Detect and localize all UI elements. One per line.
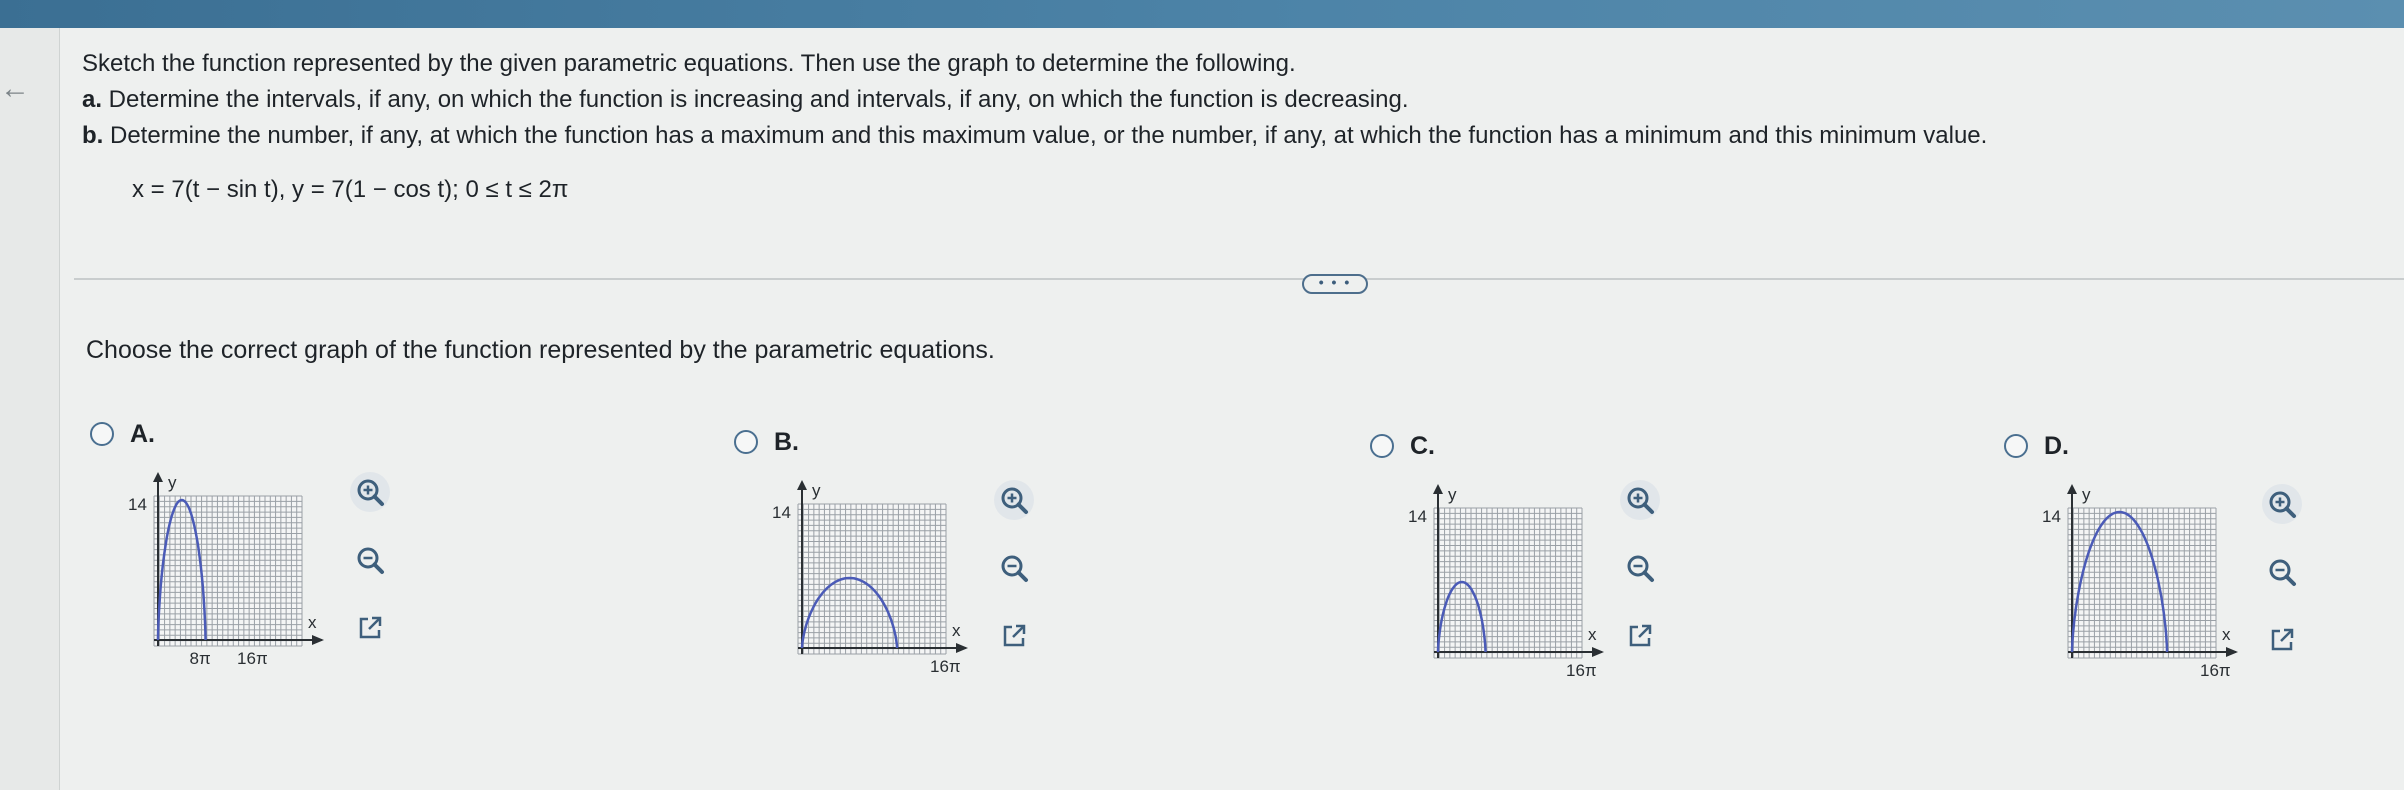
- x-axis-arrow: [1592, 647, 1604, 657]
- section-divider: [74, 278, 2404, 280]
- option-a-zoom-in-icon[interactable]: [350, 472, 390, 512]
- option-b-graph: [770, 474, 990, 684]
- option-a-radio[interactable]: [90, 422, 114, 446]
- question-part-b: [82, 118, 2362, 154]
- y-axis-arrow: [1433, 484, 1443, 494]
- question-text: [82, 46, 2362, 154]
- option-d-zoom-in-icon[interactable]: [2262, 484, 2302, 524]
- x-tick-label: 16π: [237, 649, 268, 668]
- back-arrow-icon[interactable]: ←: [0, 72, 30, 105]
- x-tick-label: 16π: [930, 657, 961, 676]
- option-c-zoom-in-icon[interactable]: [1620, 480, 1660, 520]
- option-a-zoom-out-icon[interactable]: [350, 540, 390, 580]
- x-axis-arrow: [2226, 647, 2238, 657]
- x-tick-label: 16π: [2200, 661, 2231, 680]
- option-c-zoom-out-icon[interactable]: [1620, 548, 1660, 588]
- y-tick-label: 14: [1408, 507, 1427, 526]
- y-axis-label: y: [812, 481, 821, 500]
- top-bar: [0, 0, 2404, 28]
- part-a-text: Determine the intervals, if any, on which the function is increasing and intervals, if any, on which the function is decreasing.: [102, 86, 1409, 113]
- option-b-zoom-out-icon[interactable]: [994, 548, 1034, 588]
- y-axis-label: y: [1448, 485, 1457, 504]
- x-axis-arrow: [312, 635, 324, 645]
- option-d-graph: [2040, 478, 2260, 688]
- option-b-radio[interactable]: [734, 430, 758, 454]
- y-axis-label: y: [168, 473, 177, 492]
- part-b-letter: b.: [82, 122, 104, 149]
- y-tick-label: 14: [2042, 507, 2061, 526]
- y-axis-arrow: [797, 480, 807, 490]
- option-c-open-new-window-icon[interactable]: [1620, 616, 1660, 656]
- answer-prompt: Choose the correct graph of the function represented by the parametric equations.: [86, 336, 995, 364]
- x-axis-label: x: [308, 613, 317, 632]
- option-c-label: C.: [1410, 432, 1435, 460]
- part-a-letter: a.: [82, 86, 103, 113]
- option-d-label: D.: [2044, 432, 2069, 460]
- option-b-label: B.: [774, 428, 799, 456]
- question-part-a: [82, 82, 2362, 118]
- option-a-open-new-window-icon[interactable]: [350, 608, 390, 648]
- y-tick-label: 14: [128, 495, 147, 514]
- option-a-label: A.: [130, 420, 155, 448]
- option-c-radio[interactable]: [1370, 434, 1394, 458]
- side-panel: [0, 28, 60, 790]
- question-intro: Sketch the function represented by the given parametric equations. Then use the graph to determine the following.: [82, 50, 1296, 77]
- y-axis-arrow: [2067, 484, 2077, 494]
- y-tick-label: 14: [772, 503, 791, 522]
- x-axis-label: x: [1588, 625, 1597, 644]
- option-c-graph: [1406, 478, 1626, 688]
- option-d-zoom-out-icon[interactable]: [2262, 552, 2302, 592]
- part-b-text: Determine the number, if any, at which the function has a maximum and this maximum value, or the number, if any, at which the function has a minimum and this minimum value.: [103, 122, 1988, 149]
- option-d-open-new-window-icon[interactable]: [2262, 620, 2302, 660]
- x-axis-label: x: [952, 621, 961, 640]
- y-axis-label: y: [2082, 485, 2091, 504]
- parametric-equation: x = 7(t − sin t), y = 7(1 − cos t); 0 ≤ t ≤ 2π: [132, 176, 569, 203]
- x-tick-label: 16π: [1566, 661, 1597, 680]
- y-axis-arrow: [153, 472, 163, 482]
- option-d-radio[interactable]: [2004, 434, 2028, 458]
- option-b-zoom-in-icon[interactable]: [994, 480, 1034, 520]
- option-a-graph: [126, 466, 346, 676]
- more-options-button[interactable]: • • •: [1302, 274, 1368, 294]
- x-axis-label: x: [2222, 625, 2231, 644]
- x-tick-label: 8π: [189, 649, 211, 668]
- option-b-open-new-window-icon[interactable]: [994, 616, 1034, 656]
- x-axis-arrow: [956, 643, 968, 653]
